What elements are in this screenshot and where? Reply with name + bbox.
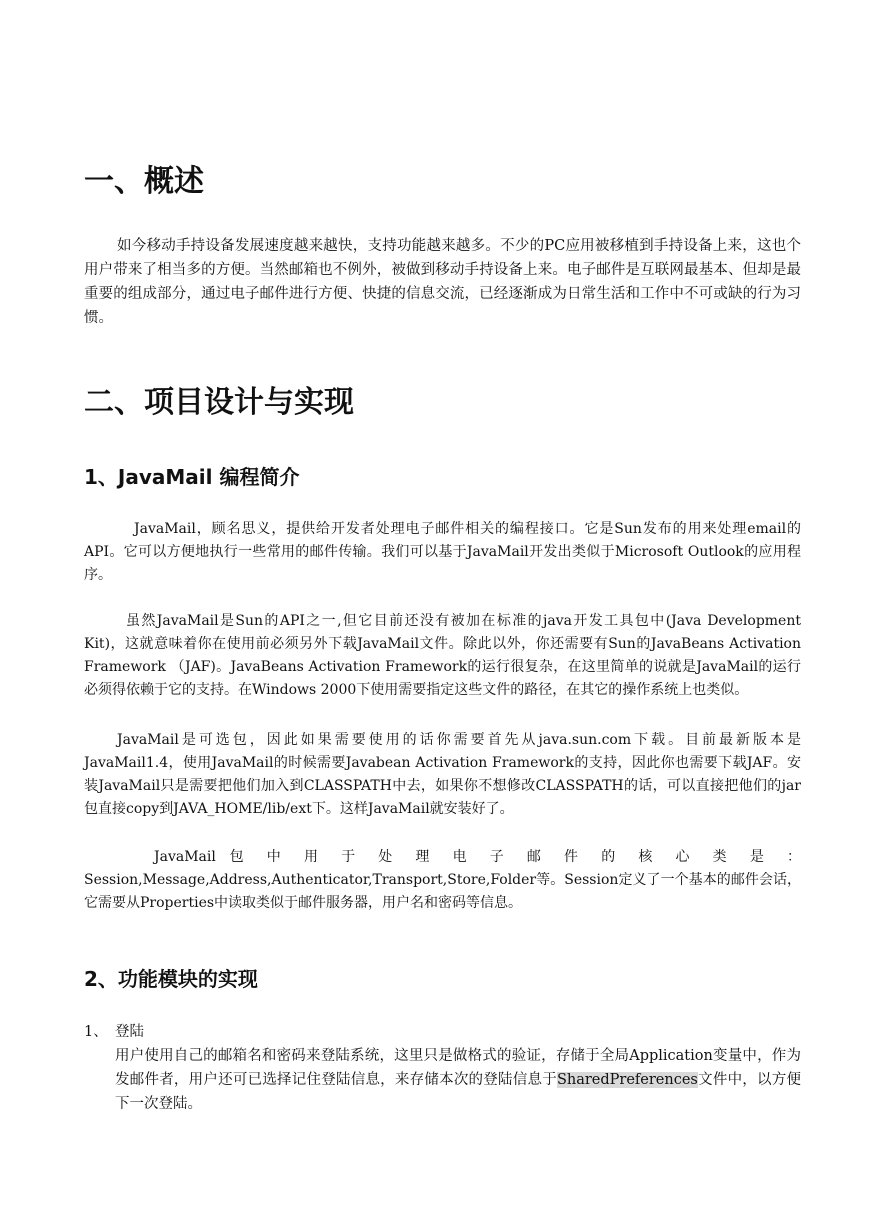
- section1-heading: 一、概述: [84, 164, 204, 199]
- list-item-body: [115, 1044, 801, 1116]
- subsection2-heading: 2、功能模块的实现: [84, 967, 258, 991]
- login-description-text: 用户使用自己的邮箱名和密码来登陆系统，这里只是做格式的验证，存储于全局Application变量中，作为发邮件者，用户还可已选择记住登陆信息，来存储本次的登陆信息于: [115, 1048, 801, 1088]
- javamail-install-paragraph: JavaMail是可选包，因此如果需要使用的话你需要首先从java.sun.com下载。目前最新版本是JavaMail1.4，使用JavaMail的时候需要Javabean Activation Framework的支持，因此你也需要下载JAF。安装JavaMail只是需要把他们加入到CLASSPATH中去，如果你不想修改CLASSPATH的话，可以直接把他们的jar包直接copy到JAVA_HOME/lib/ext下。这样JavaMail就安装好了。: [84, 732, 801, 817]
- subsection1-heading: 1、JavaMail 编程简介: [84, 465, 300, 489]
- javamail-core-classes-paragraph: Session,Message,Address,Authenticator,Transport,Store,Folder等。Session定义了一个基本的邮件会话，它需要从Properties中读取类似于邮件服务器，用户名和密码等信息。: [84, 872, 801, 911]
- javamail-download-paragraph: 虽然JavaMail是Sun的API之一,但它目前还没有被加在标准的java开发工具包中(Java Development Kit)，这就意味着你在使用前必须另外下载JavaMail文件。除此以外，你还需要有Sun的JavaBeans Activation Framework （JAF)。JavaBeans Activation Framework的运行很复杂，在这里简单的说就是JavaMail的运行必须得依赖于它的支持。在Windows 2000下使用需要指定这些文件的路径，在其它的操作系统上也类似。: [84, 613, 801, 698]
- javamail-core-classes-line1: JavaMail 包 中 用 于 处 理 电 子 邮 件 的 核 心 类 是 ：: [154, 849, 801, 865]
- login-description-end: 文件中，以方便下一次登陆。: [115, 1072, 801, 1112]
- shared-preferences-highlight: SharedPreferences: [556, 1072, 698, 1088]
- list-item-title: 登陆: [115, 1024, 144, 1040]
- section2-heading: 二、项目设计与实现: [84, 385, 354, 420]
- javamail-intro-paragraph: JavaMail，顾名思义，提供给开发者处理电子邮件相关的编程接口。它是Sun发布的用来处理email的API。它可以方便地执行一些常用的邮件传输。我们可以基于JavaMail开发出类似于Microsoft Outlook的应用程序。: [84, 521, 801, 583]
- section1-paragraph: 如今移动手持设备发展速度越来越快，支持功能越来越多。不少的PC应用被移植到手持设备上来，这也个用户带来了相当多的方便。当然邮箱也不例外，被做到移动手持设备上来。电子邮件是互联网最基本、但却是最重要的组成部分，通过电子邮件进行方便、快捷的信息交流，已经逐渐成为日常生活和工作中不可或缺的行为习惯。: [84, 238, 801, 326]
- list-item-number: 1、: [84, 1024, 108, 1040]
